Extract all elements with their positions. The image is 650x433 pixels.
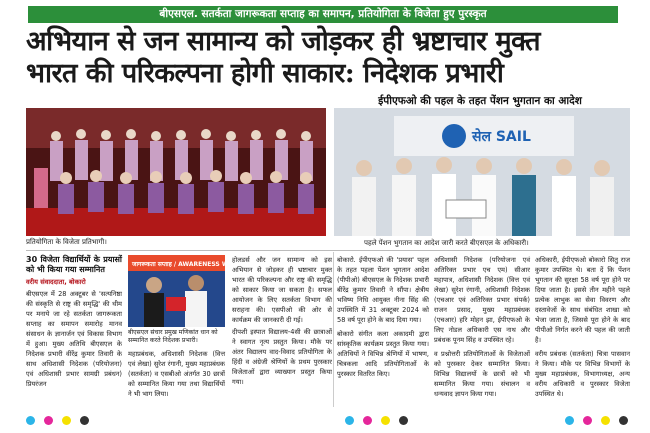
color-registration-dot-icon bbox=[601, 416, 610, 425]
article-column-5 bbox=[434, 255, 530, 405]
color-registration-dot-icon bbox=[80, 416, 89, 425]
article-column-4 bbox=[337, 255, 429, 405]
color-registration-dot-icon bbox=[26, 416, 35, 425]
column-4-body: बोकारो. ईपीएफओ की 'प्रयास' पहल के तहत पहला पेंशन भुगतान आदेश (पीपीओ) बीएसएल के निदेशक प्रभारी बीरेंद्र कुमार तिवारी ने सौंपा। क्षेत्रीय भविष्य निधि आयुक्त नीना सिंह की उपस्थिति में 31 अक्टूबर 2024 को 58 वर्ष पूरा होने के बाद दिया गया। bbox=[337, 256, 429, 324]
column-5-body: अधिशासी निदेशक (परियोजना एवं अतिरिक्त प्रभार एच एम) सीआर महापात्र, अधिशासी निदेशक (वित्त एवं लेखा) सुरेश रंगानी, अधिशासी निदेशक (एचआर एवं अतिरिक्त प्रभार संपर्क) राजन प्रसाद, मुख्य महाप्रबंधक (एचआर) हरि मोहन झा, ईपीएफओ के लिए नोडल अधिकारी एस नाथ और प्रबंधक पूनम सिंह व उपस्थित रहे। bbox=[434, 256, 530, 344]
caption-photo-1: प्रतियोगिता के विजेता प्रतिभागी। bbox=[26, 238, 107, 246]
article-column-3 bbox=[232, 255, 332, 405]
ticker-banner: बीएसएल. सतर्कता जागरूकता सप्ताह का समापन, प्रतियोगिता के विजेता हुए पुरस्कृत bbox=[28, 6, 618, 23]
column-3-body: होलडर्स और जन सामान्य को इस अभियान से जोड़कर ही भ्रष्टाचार मुक्त भारत की परिकल्पना और राष्ट्र की समृद्धि को साकार किया जा सकता है। सफल आयोजन के लिए सतर्कता विभाग की सराहना की। एसपीओ की ओर से कार्यक्रम की जानकारी दी गई। bbox=[232, 256, 332, 324]
color-registration-dot-icon bbox=[363, 416, 372, 425]
caption-photo-2: पहले पेंशन भुगतान का आदेश जारी करते बीएसएल के अधिकारी। bbox=[364, 239, 529, 247]
divider bbox=[26, 250, 630, 251]
caption-photo-3: बीएसएल संचार प्रमुख मणिकांत धान को सम्मानित करते निदेशक प्रभारी। bbox=[128, 329, 218, 344]
column-6-body-2: वरीय प्रबंधक (सतर्कता) चित्रा पासवान ने किया। मौके पर विभिन्न विभागों के मुख्य महाप्रबंधक, विभागाध्यक्ष, अन्य वरीय अधिकारी व पुरस्कार विजेता उपस्थित थे। bbox=[535, 350, 630, 398]
main-headline bbox=[26, 26, 626, 90]
headline-line-2: भारत की परिकल्पना होगी साकार: निदेशक प्रभारी bbox=[26, 58, 504, 89]
registration-dots-left bbox=[26, 416, 89, 425]
column-rule bbox=[333, 252, 334, 407]
photo-winners bbox=[26, 108, 326, 236]
column-6-body: अधिकारी, ईपीएफओ बोकारो सितु राज कुमार उपस्थित थे। बता दें कि पेंशन भुगतान की सुरक्षा 58 वर्ष पूरा होने पर दिया जाता है। इससे तीन महीने पहले प्रत्येक लाभुक का सेवा विवरण और दस्तावेजों के साथ संबंधित शाखा को भेजा जाता है, जिससे पूरा होने के बाद पीपीओ निर्गत करने की पहल की जाती है। bbox=[535, 256, 630, 344]
subheadline: ईपीएफओ की पहल के तहत पेंशन भुगतान का आदेश bbox=[378, 95, 582, 107]
column-2-body: महाप्रबंधक, अधिशासी निदेशक (वित्त एवं लेखा) सुरेश रंगानी, मुख्य महाप्रबंधक (सतर्कता) व एसबीओ अंतर्गत 30 छात्रों को सम्मानित किया गया तथा विद्यार्थियों ने भी भाग लिया। bbox=[128, 350, 225, 398]
color-registration-dot-icon bbox=[565, 416, 574, 425]
color-registration-dot-icon bbox=[62, 416, 71, 425]
headline-line-1: अभियान से जन सामान्य को जोड़कर ही भ्रष्टाचार मुक्त bbox=[26, 26, 540, 57]
byline: वरीय संवाददाता, बोकारो bbox=[26, 278, 86, 286]
photo-pension-order bbox=[334, 108, 630, 236]
awareness-banner-text: जागरूकता सप्ताह / AWARENESS WEEK bbox=[132, 261, 242, 268]
color-registration-dot-icon bbox=[381, 416, 390, 425]
photo-felicitation bbox=[128, 255, 242, 327]
column-1-heading: 30 विजेता विद्यार्थियों के प्रयासों को भी किया गया सम्मानित bbox=[26, 255, 122, 274]
column-3-body-2: दीपशी इस्पात विद्यालय-4सी की छात्राओं ने स्वागत नृत्य प्रस्तुत किया। मौके पर अंतर विद्यालय वाद-विवाद प्रतियोगिता के हिंदी व अंग्रेजी श्रेणियों के प्रथम पुरस्कार विजेताओं द्वारा व्याख्यान प्रस्तुत किया गया। bbox=[232, 328, 332, 386]
color-registration-dot-icon bbox=[399, 416, 408, 425]
column-1-body: बीएसएल में 28 अक्टूबर से 'सत्यनिष्ठा की संस्कृति से राष्ट्र की समृद्धि' की थीम पर मनाये जा रहे सतर्कता जागरूकता सप्ताह का समापन समारोह मानव संसाधन के ज्ञानार्जन एवं विकास विभाग में हुआ। मुख्य अतिथि बीएसएल के निदेशक प्रभारी वीरेंद्र कुमार तिवारी के साथ अधिशासी निदेशक (परियोजना) एवं अधिशासी प्रभार सामग्री प्रबंधन) प्रियरंजन bbox=[26, 290, 122, 388]
color-registration-dot-icon bbox=[583, 416, 592, 425]
color-registration-dot-icon bbox=[345, 416, 354, 425]
article-column-1 bbox=[26, 255, 122, 405]
article-column-2 bbox=[128, 349, 225, 407]
registration-dots-right bbox=[565, 416, 628, 425]
sail-logo-text: सेल SAIL bbox=[472, 129, 531, 145]
column-5-body-2: व प्रश्नोत्तरी प्रतियोगिताओं के विजेताओं को पुरस्कार देकर सम्मानित किया। विभिन्न विद्यालयों के छात्रों को भी सम्मानित किया गया। संचालन व धन्यवाद ज्ञापन किया गया। bbox=[434, 350, 530, 398]
registration-dots-mid bbox=[345, 416, 408, 425]
column-4-body-2: बोकारो संगीत कला अकादमी द्वारा सांस्कृतिक कार्यक्रम प्रस्तुत किया गया। अतिथियों ने विभिन्न श्रेणियों में भाषण, चित्रकला आदि प्रतियोगिताओं के पुरस्कार वितरित किए। bbox=[337, 330, 429, 378]
color-registration-dot-icon bbox=[619, 416, 628, 425]
article-column-6 bbox=[535, 255, 630, 405]
color-registration-dot-icon bbox=[44, 416, 53, 425]
